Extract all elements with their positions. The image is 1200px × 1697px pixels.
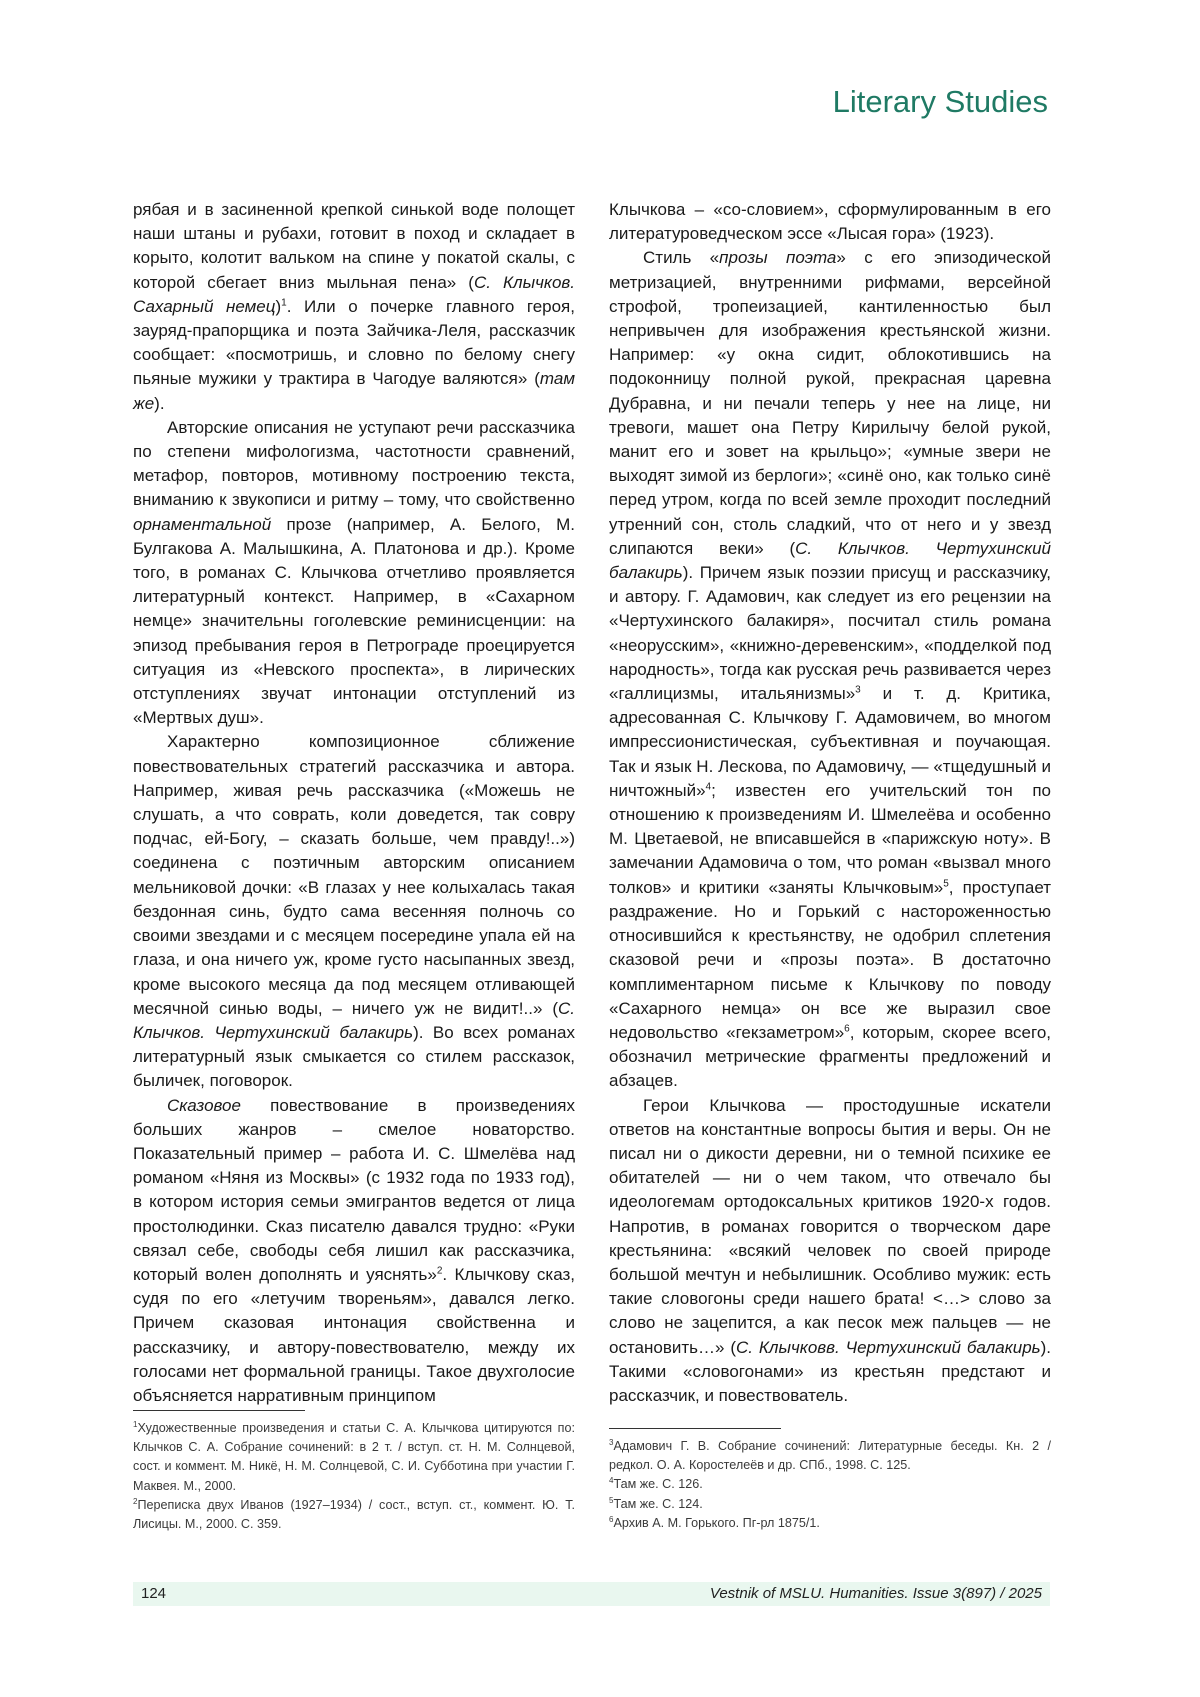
footnote-rule xyxy=(609,1428,781,1429)
italic-citation: орнаментальной xyxy=(133,515,271,534)
text-run: ). Такими «словогонами» из крестьян предстают и рассказчик, и повествователь. xyxy=(609,1338,1051,1405)
footnote xyxy=(133,1419,575,1496)
footnote xyxy=(133,1496,575,1534)
text-run: Авторские описания не уступают речи рассказчика по степени мифологизма, частотности сравнений, метафор, повторов, мотивному построению текста, вниманию к звукописи и ритму – тому, что свойственно xyxy=(133,418,575,510)
italic-citation: С. Клычков. Чертухинский балакирь xyxy=(609,539,1051,582)
footnote-ref[interactable]: 6 xyxy=(844,1023,850,1034)
footnote-text: Художественные произведения и статьи С. А. Клычкова цитируются по: Клычков С. А. Собрание сочинений: в 2 т. / вступ. ст. Н. М. Солнцевой, сост. и коммент. М. Никё, Н. М. Солнцевой, С. И. Субботина при участии Г. Маквея. М., 2000. xyxy=(133,1421,575,1493)
footnote xyxy=(609,1495,1051,1514)
footnote-number: 6 xyxy=(609,1515,613,1524)
italic-citation: С. Клычков. Сахарный немец xyxy=(133,273,575,316)
text-run: ). xyxy=(154,394,164,413)
footnote-text: Там же. С. 126. xyxy=(613,1477,702,1491)
italic-citation: С. Клычков. Чертухинский балакирь xyxy=(133,999,575,1042)
text-run: . Или о почерке главного героя, зауряд-прапорщика и поэта Зайчика-Леля, рассказчик сообщает: «посмотришь, и словно по белому снегу пьяные мужики у трактира в Чагодуе валяются» ( xyxy=(133,297,575,389)
text-run: Герои Клычкова — простодушные искатели ответов на константные вопросы бытия и веры. Он не писал ни о дикости деревни, ни о темной психике ее обитателей — ни о чем таком, что отвечало бы идеологемам ортодоксальных критиков 1920-х годов. Напротив, в романах говорится о творческом даре крестьянина: «всякий человек по своей природе большой мечтун и небылишник. Особливо мужик: есть такие словогоны среди нашего брата! <…> слово за слово не зацепится, а как песок меж пальцев — не остановить…» ( xyxy=(609,1096,1051,1357)
journal-citation: Vestnik of MSLU. Humanities. Issue 3(897) / 2025 xyxy=(710,1585,1042,1602)
italic-citation: там же xyxy=(133,369,575,412)
paragraph xyxy=(133,730,575,1093)
left-column xyxy=(133,198,575,1408)
text-run: » с его эпизодической метризацией, внутренними рифмами, версейной строфой, тропеизацией, кантиленностью был непривычен для изображения крестьянской жизни. Например: «у окна сидит, облокотившись на подоконницу полной рукой, прекрасная царевна Дубравна, и ни печали теперь у нее на лице, ни тревоги, машет она Петру Кирилычу белой рукой, манит его и зовет на крыльцо»; «умные звери не выходят зимой из берлоги»; «синё оно, как только синё перед утром, когда по всей земле проходит последний утренний сон, столь сладкий, что от него и у звезд слипаются веки» ( xyxy=(609,248,1051,557)
footnote-text: Переписка двух Иванов (1927–1934) / сост., вступ. ст., коммент. Ю. Т. Лисицы. М., 2000. С. 359. xyxy=(133,1498,575,1531)
footnotes-right xyxy=(609,1428,1051,1533)
footnote-number: 4 xyxy=(609,1476,613,1485)
text-run: Стиль « xyxy=(643,248,719,267)
footnote xyxy=(609,1475,1051,1494)
footnote-number: 2 xyxy=(133,1497,137,1506)
footnotes-left xyxy=(133,1410,575,1534)
footnote-ref[interactable]: 1 xyxy=(281,297,287,308)
text-run: , проступает раздражение. Но и Горький с настороженностью относившийся к крестьянству, не одобрил сплетения сказовой речи и «прозы поэта». В достаточно комплиментарном письме к Клычкову по поводу «Сахарного немца» он все же выразил свое недовольство «гекзаметром» xyxy=(609,878,1051,1042)
footnote-ref[interactable]: 4 xyxy=(706,781,712,792)
footnote-number: 5 xyxy=(609,1495,613,1504)
footnote-number: 3 xyxy=(609,1438,613,1447)
text-run: ). Причем язык поэзии присущ и рассказчику, и автору. Г. Адамович, как следует из его рецензии на «Чертухинского балакиря», посчитал стиль романа «неорусским», «книжно-деревенским», «подделкой под народность», тогда как русская речь развивается через «галлицизмы, итальянизмы» xyxy=(609,563,1051,703)
italic-citation: Сказовое xyxy=(167,1096,241,1115)
text-run: , которым, скорее всего, обозначил метрические фрагменты предложений и абзацев. xyxy=(609,1023,1051,1090)
footnote-rule xyxy=(133,1410,305,1411)
text-run: прозе (например, А. Белого, М. Булгакова А. Малышкина, А. Платонова и др.). Кроме того, в романах С. Клычкова отчетливо проявляется литературный контекст. Например, в «Сахарном немце» значительны гоголевские реминисценции: на эпизод пребывания героя в Петрограде проецируется ситуация из «Невского проспекта», в лирических отступлениях звучат интонации отступлений из «Мертвых душ». xyxy=(133,515,575,728)
footnote-ref[interactable]: 3 xyxy=(855,684,861,695)
paragraph xyxy=(133,416,575,731)
footnote-text: Архив А. М. Горького. Пг-рл 1875/1. xyxy=(613,1516,819,1530)
italic-citation: прозы поэта xyxy=(719,248,836,267)
text-run: Клычкова – «со-словием», сформулированным в его литературоведческом эссе «Лысая гора» (1923). xyxy=(609,200,1051,243)
footnote-ref[interactable]: 2 xyxy=(437,1265,443,1276)
text-run: . Клычкову сказ, судя по его «летучим твореньям», давался легко. Причем сказовая интонация свойственна и рассказчику, и автору-повествователю, между их голосами нет формальной границы. Такое двухголосие объясняется нарративным принципом xyxy=(133,1265,575,1405)
section-title: Literary Studies xyxy=(833,84,1048,120)
text-run: Характерно композиционное сближение повествовательных стратегий рассказчика и автора. Например, живая речь рассказчика («Можешь не слушать, а что соврать, коли доведется, так совру подчас, ей-Богу, – сказать больше, чем правду!..») соединена с поэтичным авторским описанием мельниковой дочки: «В глазах у нее колыхалась такая бездонная синь, будто сама весенняя полночь со своими звездами и с месяцем посередине упала ей на глаза, и она ничего уж, кроме густо насыпанных звезд, кроме высокого месяца да под месяцем отливающей месячной синью воды, – ничего уж не видит!..» ( xyxy=(133,732,575,1017)
text-run: повествование в произведениях больших жанров – смелое новаторство. Показательный пример – работа И. С. Шмелёва над романом «Няня из Москвы» (с 1932 года по 1933 год), в котором история семьи эмигрантов ведется от лица простолюдинки. Сказ писателю давался трудно: «Руки связал себе, свободы себя лишил как рассказчика, который волен дополнять и уяснять» xyxy=(133,1096,575,1284)
text-run: и т. д. Критика, адресованная С. Клычкову Г. Адамовичем, во многом импрессионистическая, субъективная и поучающая. Так и язык Н. Лескова, по Адамовичу, — «тщедушный и ничтожный» xyxy=(609,684,1051,800)
footnote-text: Там же. С. 124. xyxy=(613,1497,702,1511)
text-run: ; известен его учительский тон по отношению к произведениям И. Шмелеёва и особенно М. Цветаевой, не вписавшейся в «парижскую ноту». В замечании Адамовича о том, что роман «вызвал много толков» и критики «заняты Клычковым» xyxy=(609,781,1051,897)
text-run: ). Во всех романах литературный язык смыкается со стилем рассказок, быличек, поговорок. xyxy=(133,1023,575,1090)
paragraph xyxy=(609,246,1051,1093)
paragraph xyxy=(609,1094,1051,1409)
page-number: 124 xyxy=(141,1585,166,1602)
paragraph xyxy=(609,198,1051,246)
page-footer xyxy=(133,1582,1050,1606)
footnote-number: 1 xyxy=(133,1420,137,1429)
right-column xyxy=(609,198,1051,1408)
footnote xyxy=(609,1514,1051,1533)
footnote-ref[interactable]: 5 xyxy=(943,878,949,889)
paragraph xyxy=(133,198,575,416)
paragraph xyxy=(133,1094,575,1409)
text-run: ) xyxy=(275,297,281,316)
footnote xyxy=(609,1437,1051,1475)
text-run: рябая и в засиненной крепкой синькой воде полощет наши штаны и рубахи, готовит в поход и складает в корыто, колотит вальком на спине у покатой скалы, с которой сбегает вниз мыльная пена» ( xyxy=(133,200,575,292)
footnote-text: Адамович Г. В. Собрание сочинений: Литературные беседы. Кн. 2 / редкол. О. А. Коростелеёв и др. СПб., 1998. С. 125. xyxy=(609,1439,1051,1472)
italic-citation: С. Клычковв. Чертухинский балакирь xyxy=(736,1338,1041,1357)
